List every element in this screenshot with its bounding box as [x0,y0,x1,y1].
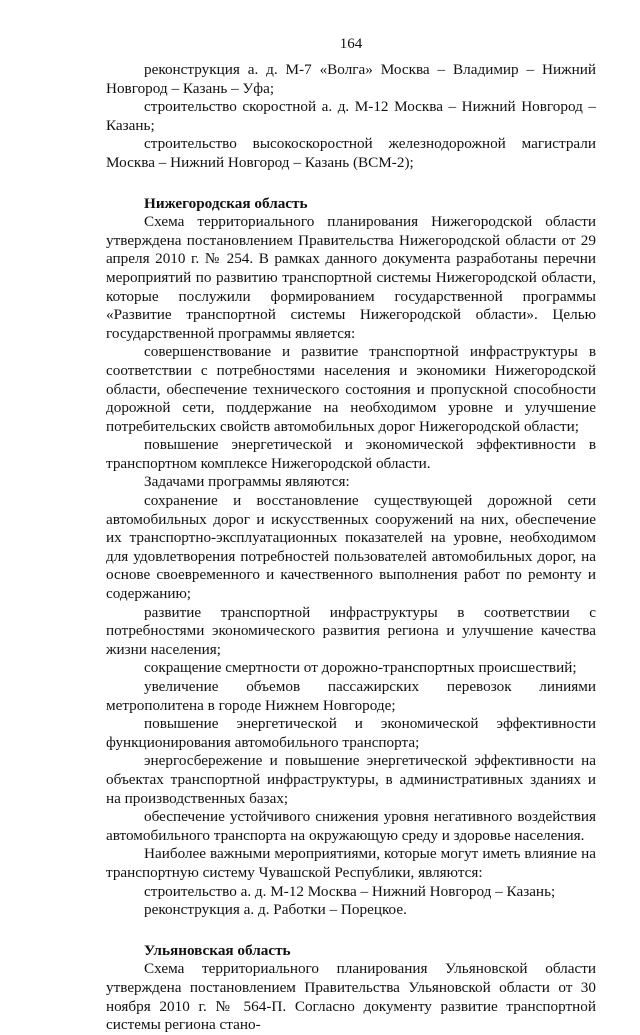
body-paragraph: строительство а. д. М-12 Москва – Нижний Новгород – Казань; [144,882,556,900]
body-paragraph: Схема территориального планирования Нижегородской области утверждена постановлением Правительства Нижегородской области от 29 апреля 2010 г. № 254. В рамках данного документа разработаны перечни мероприятий по развитию транспортной системы Нижегородской области, которые послужили формированием государственной программы «Развитие транспортной системы Нижегородской области». Целью государственной программы является: [106,213,596,342]
body-paragraph: строительство высокоскоростной железнодорожной магистрали Москва – Нижний Новгород – Казань (ВСМ-2); [106,135,596,171]
body-paragraph: повышение энергетической и экономической эффективности в транспортном комплексе Нижегородской области. [106,436,596,472]
body-paragraph: сохранение и восстановление существующей дорожной сети автомобильных дорог и искусственных сооружений на них, обеспечение их транспортно-эксплуатационных показателей на уровне, необходимом для удовлетворения потребностей пользователей автомобильных дорог, на основе своевременного и качественного выполнения работ по ремонту и содержанию; [106,492,596,603]
body-paragraph: Задачами программы являются: [144,473,350,491]
body-paragraph: реконструкция а. д. М-7 «Волга» Москва – Владимир – Нижний Новгород – Казань – Уфа; [106,61,596,97]
body-paragraph: обеспечение устойчивого снижения уровня негативного воздействия автомобильного транспорта на окружающую среду и здоровье населения. [106,808,596,844]
page-number: 164 [339,36,363,52]
body-paragraph: повышение энергетической и экономической эффективности функционирования автомобильного транспорта; [106,715,596,751]
body-paragraph: сокращение смертности от дорожно-транспортных происшествий; [144,659,577,677]
body-paragraph: увеличение объемов пассажирских перевозок линиями метрополитена в городе Нижнем Новгороде; [106,678,596,714]
body-paragraph: развитие транспортной инфраструктуры в соответствии с потребностями экономического развития региона и улучшение качества жизни населения; [106,603,596,658]
body-paragraph: совершенствование и развитие транспортной инфраструктуры в соответствии с потребностями населения и экономики Нижегородской области, обеспечение технического состояния и пропускной способности дорожной сети, поддержание на необходимом уровне и улучшение потребительских свойств автомобильных дорог Нижегородской области; [106,343,596,435]
body-paragraph: Наиболее важными мероприятиями, которые могут иметь влияние на транспортную систему Чувашской Республики, являются: [106,845,596,881]
body-paragraph: строительство скоростной а. д. М-12 Москва – Нижний Новгород – Казань; [106,98,596,134]
body-paragraph: реконструкция а. д. Работки – Порецкое. [144,901,407,919]
body-paragraph: энергосбережение и повышение энергетической эффективности на объектах транспортной инфраструктуры, в административных зданиях и на производственных базах; [106,752,596,807]
body-paragraph: Схема территориального планирования Ульяновской области утверждена постановлением Правительства Ульяновской области от 30 ноября 2010 г. № 564-П. Согласно документу развитие транспортной системы региона стано- [106,960,596,1034]
section-heading: Ульяновская область [144,941,291,959]
section-heading: Нижегородская область [144,194,308,212]
